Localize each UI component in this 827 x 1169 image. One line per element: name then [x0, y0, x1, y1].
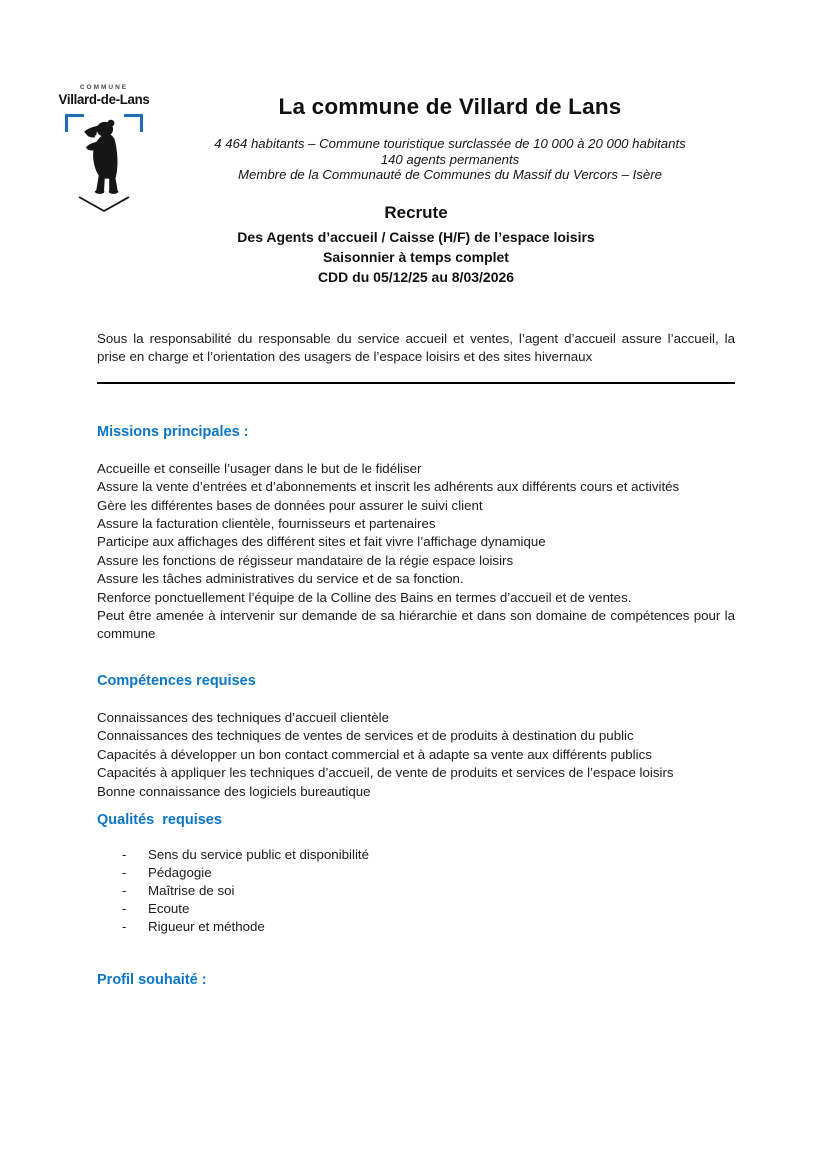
bear-icon — [78, 118, 130, 196]
competence-item: Connaissances des techniques d’accueil clientèle — [97, 709, 389, 725]
qualite-item — [97, 918, 735, 936]
recrute-heading: Recrute — [384, 203, 448, 222]
logo-commune-name: Villard-de-Lans — [58, 92, 150, 107]
mission-item: Accueille et conseille l’usager dans le but de le fidéliser — [97, 460, 422, 476]
competence-item: Capacités à développer un bon contact commercial et à adapte sa vente aux différents publics — [97, 746, 652, 762]
divider — [97, 382, 735, 384]
recruitment-block — [97, 202, 735, 287]
document-header — [165, 94, 735, 183]
dash-bullet: - — [122, 882, 127, 898]
competence-item: Capacités à appliquer les techniques d’accueil, de vente de produits et services de l’espace loisirs — [97, 765, 674, 781]
contract-dates: CDD du 05/12/25 au 8/03/2026 — [317, 269, 515, 285]
document-body — [97, 330, 735, 989]
competences-list — [97, 709, 735, 801]
section-heading-profil: Profil souhaité : — [97, 971, 207, 988]
qualite-item — [97, 846, 735, 864]
dash-bullet: - — [122, 918, 127, 934]
mission-item: Peut être amenée à intervenir sur demande de sa hiérarchie et dans son domaine de compétences pour la commune — [97, 608, 735, 642]
qualite-text: Ecoute — [148, 900, 190, 916]
commune-logo — [56, 84, 152, 220]
subtitle-line: Membre de la Communauté de Communes du Massif du Vercors – Isère — [238, 167, 662, 183]
subtitle-line: 140 agents permanents — [380, 151, 520, 167]
qualite-item — [97, 900, 735, 918]
position-title: Des Agents d’accueil / Caisse (H/F) de l’espace loisirs — [237, 229, 595, 245]
subtitle-line: 4 464 habitants – Commune touristique surclassée de 10 000 à 20 000 habitants — [214, 136, 686, 151]
mission-item: Assure la facturation clientèle, fournisseurs et partenaires — [97, 516, 436, 532]
qualite-item — [97, 882, 735, 900]
qualite-text: Sens du service public et disponibilité — [148, 846, 370, 862]
section-heading-qualites: Qualités requises — [97, 811, 222, 828]
qualite-text: Pédagogie — [148, 864, 212, 880]
qualite-text: Rigueur et méthode — [148, 918, 265, 934]
qualite-item — [97, 864, 735, 882]
contract-type: Saisonnier à temps complet — [323, 249, 509, 265]
section-heading-missions: Missions principales : — [97, 423, 249, 440]
qualite-text: Maîtrise de soi — [148, 882, 235, 898]
dash-bullet: - — [122, 900, 127, 916]
missions-list — [97, 460, 735, 644]
intro-paragraph: Sous la responsabilité du responsable du service accueil et ventes, l’agent d’accueil assure l’accueil, la prise en charge et l’orientation des usagers de l’espace loisirs et des sites hivernaux — [97, 331, 735, 365]
mission-item: Gère les différentes bases de données pour assurer le suivi client — [97, 497, 483, 513]
mission-item: Assure les tâches administratives du service et de sa fonction. — [97, 571, 464, 587]
mission-item: Assure les fonctions de régisseur mandataire de la régie espace loisirs — [97, 552, 514, 568]
mission-item: Assure la vente d’entrées et d’abonnements et inscrit les adhérents aux différents cours et activités — [97, 479, 680, 495]
dash-bullet: - — [122, 846, 127, 862]
page-title: La commune de Villard de Lans — [278, 94, 622, 119]
section-heading-competences: Compétences requises — [97, 672, 256, 689]
logo-commune-label: COMMUNE — [79, 84, 129, 91]
dash-bullet: - — [122, 864, 127, 880]
commune-description — [165, 136, 735, 183]
mission-item: Renforce ponctuellement l’équipe de la Colline des Bains en termes d’accueil et de ventes. — [97, 589, 632, 605]
mission-item: Participe aux affichages des différent sites et fait vivre l’affichage dynamique — [97, 534, 546, 550]
competence-item: Bonne connaissance des logiciels bureautique — [97, 783, 371, 799]
qualites-list — [97, 846, 735, 936]
competence-item: Connaissances des techniques de ventes de services et de produits à destination du public — [97, 728, 634, 744]
